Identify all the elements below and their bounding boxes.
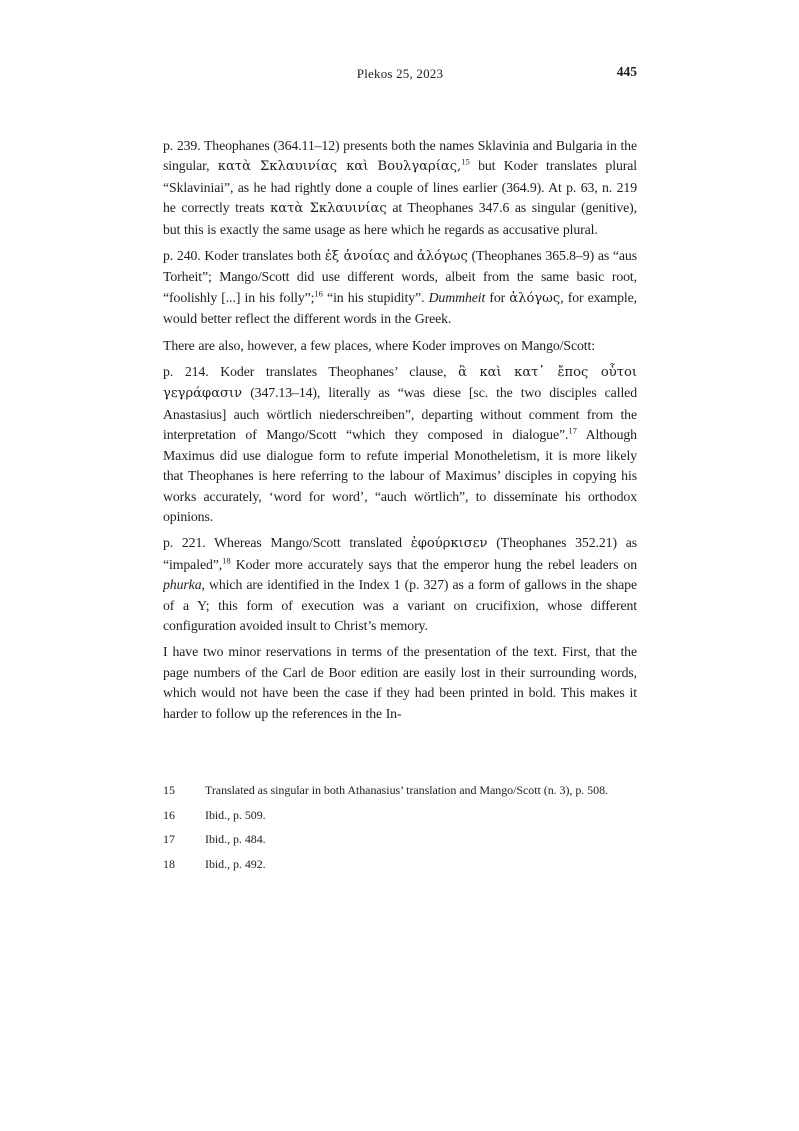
footnote-reference: 18 — [222, 555, 231, 566]
footnote — [163, 855, 637, 874]
text-run: (Theophanes 352.21) as “impaled”, — [163, 535, 637, 572]
body-paragraph — [163, 336, 637, 356]
body-paragraph — [163, 136, 637, 240]
greek-phrase: κατὰ Σκλαυινίας — [270, 201, 387, 217]
body-paragraph — [163, 533, 637, 636]
text-run: p. 221. Whereas Mango/Scott translated — [163, 535, 411, 551]
greek-phrase: ἃ καὶ κατ᾽ ἔπος οὗτοι γεγράφασιν — [163, 365, 637, 402]
body-paragraph — [163, 642, 637, 724]
footnote-text: Ibid., p. 492. — [205, 856, 266, 871]
text-run: Although Maximus did use dialogue form to refute imperial Monotheletism, it is more likely that Theophanes is here referring to the labour of Maximus’ disciples in copying his works accurately, ‘word for word’, “auch wörtlich”, to disseminate his orthodox opinions. — [163, 427, 637, 524]
footnote-text: Translated as singular in both Athanasius’ translation and Mango/Scott (n. 3), p. 508. — [205, 783, 608, 797]
text-run: p. 214. Koder translates Theophanes’ clause, — [163, 364, 459, 380]
journal-title: Plekos 25, 2023 — [356, 66, 444, 81]
footnote-reference: 16 — [314, 288, 323, 299]
greek-phrase: ἀλόγως — [416, 249, 468, 265]
footnote-number: 18 — [163, 856, 175, 871]
body-paragraph — [163, 362, 637, 527]
footnotes-section — [163, 781, 637, 879]
text-run: for — [485, 289, 510, 305]
text-run: Koder more accurately says that the emperor hung the rebel leaders on — [230, 556, 637, 572]
footnote — [163, 781, 637, 800]
text-run: at Theophanes 347.6 as singular (genitive), but this is exactly the same usage as here which he regards as accusative plural. — [163, 200, 637, 237]
text-run: p. 239. Theophanes (364.11–12) presents both the names Sklavinia and Bulgaria in the singular, — [163, 138, 637, 174]
footnote-reference: 15 — [461, 156, 470, 167]
greek-phrase: κατὰ Σκλαυινίας καὶ Βουλγαρίας, — [217, 159, 462, 175]
greek-phrase: ἀλόγως — [509, 290, 561, 306]
footnote-text: Ibid., p. 484. — [205, 832, 266, 846]
text-run: p. 240. Koder translates both — [163, 248, 325, 264]
footnote-text: Ibid., p. 509. — [205, 807, 266, 822]
text-run: and — [389, 248, 417, 264]
text-run: I have two minor reservations in terms of the presentation of the text. First, that the page numbers of the Carl de Boor edition are easily lost in their surrounding words, which would not have been the case if they had been printed in bold. This makes it harder to follow up the references in the In- — [163, 644, 637, 721]
footnote-number: 17 — [163, 832, 175, 846]
footnote-reference: 17 — [568, 425, 577, 436]
body-paragraph — [163, 246, 637, 330]
text-run: There are also, however, a few places, where Koder improves on Mango/Scott: — [163, 337, 595, 353]
text-run: “in his stupidity”. — [322, 289, 429, 305]
footnote-number: 15 — [163, 783, 175, 797]
emphasis-text: phurka — [163, 577, 202, 593]
page-number: 445 — [616, 64, 637, 79]
greek-phrase: ἐφούρκισεν — [410, 536, 488, 552]
footnote-number: 16 — [163, 807, 175, 822]
text-run: , which are identified in the Index 1 (p. 327) as a form of gallows in the shape of a Y; this form of execution was a variant on crucifixion, whose different configuration avoided insult to Christ’s memory. — [163, 577, 637, 633]
text-run: (Theophanes 365.8–9) as “aus Torheit”; Mango/Scott did use different words, albeit from the same basic root, “foolishly [...] in his folly”; — [163, 248, 637, 305]
running-head — [163, 66, 637, 86]
footnote — [163, 806, 637, 825]
emphasis-text: Dummheit — [428, 289, 486, 305]
article-body — [163, 136, 637, 779]
text-run: (347.13–14), literally as “was diese [sc. the two disciples called Anastasius] auch wörtlich niederschreiben”, departing without comment from the interpretation of Mango/Scott “which they composed in dialogue”. — [163, 385, 637, 443]
text-run: , for example, would better reflect the different words in the Greek. — [163, 289, 637, 327]
text-run: but Koder translates plural “Sklaviniai”, as he had rightly done a couple of lines earlier (364.9). At p. 63, n. 219 he correctly treats — [163, 158, 637, 216]
footnote — [163, 830, 637, 849]
greek-phrase: ἐξ ἀνοίας — [324, 249, 390, 265]
